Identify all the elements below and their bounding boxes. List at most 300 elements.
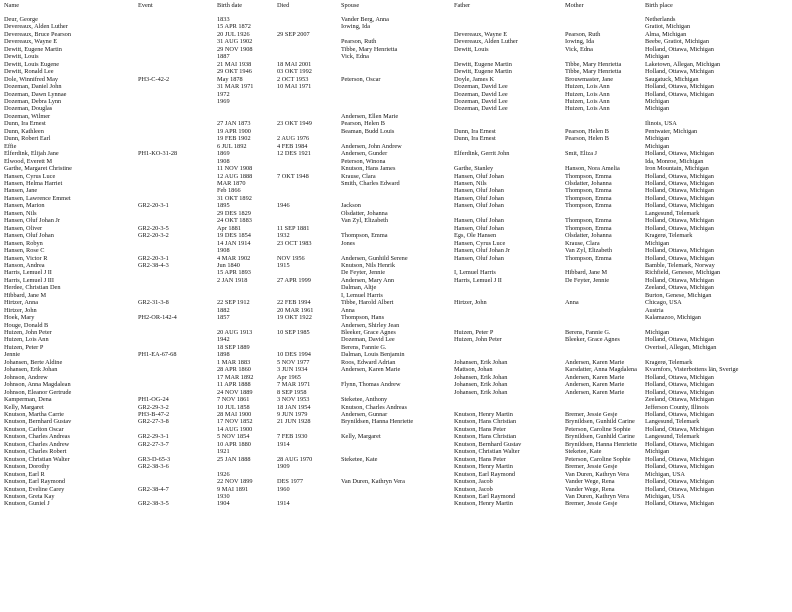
- father-cell: Elferdink, Gerrit John: [454, 150, 510, 158]
- mother-cell: Thompson, Emma: [565, 224, 612, 232]
- spouse-cell: Peterson, Winona: [341, 157, 386, 165]
- father-cell: Knutson, Jacob: [454, 478, 493, 486]
- died-cell: 18 MAI 2001: [277, 60, 312, 68]
- table-row: [4, 344, 790, 351]
- spouse-cell: Knutson, Charles Andreas: [341, 403, 407, 411]
- birth-date-cell: 1942: [217, 336, 230, 344]
- birth-date-cell: 22 SEP 1912: [217, 299, 250, 307]
- father-cell: [454, 210, 565, 217]
- died-cell: 20 MAR 1961: [277, 306, 314, 314]
- birth-place-cell: Holland, Ottawa, Michigan: [645, 485, 714, 493]
- father-cell: Dozeman, David Lee: [454, 97, 508, 105]
- birth-place-cell: Holland, Ottawa, Michigan: [645, 388, 714, 396]
- name-cell: Kamperman, Dena: [4, 396, 52, 404]
- birth-place-cell: Kalamazoo, Michigan: [645, 314, 701, 322]
- died-cell: 21 JUN 1928: [277, 418, 311, 426]
- spouse-cell: Thompson, Emma: [341, 232, 388, 240]
- birth-place-cell: Holland, Ottawa, Michigan: [645, 276, 714, 284]
- spouse-cell: Vick, Edna: [341, 53, 369, 61]
- birth-place-cell: Holland, Ottawa, Michigan: [645, 45, 714, 53]
- birth-place-cell: Langesund, Telemark: [645, 209, 700, 217]
- birth-date-cell: [217, 292, 277, 299]
- mother-cell: Tibbe, Mary Henrietta: [565, 60, 622, 68]
- died-cell: DES 1977: [277, 478, 304, 486]
- father-cell: Hansen, Cyrus Luce: [454, 239, 506, 247]
- name-cell: Dozeman, Wilmer: [4, 112, 51, 120]
- father-cell: Hansen, Oluf Johan: [454, 217, 504, 225]
- table-row: [4, 158, 790, 165]
- event-cell: [138, 195, 217, 202]
- mother-cell: [565, 404, 645, 411]
- mother-cell: Peterson, Caroline Sophie: [565, 455, 631, 463]
- mother-cell: [565, 284, 645, 291]
- name-cell: Kelly, Margaret: [4, 403, 44, 411]
- mother-cell: [565, 351, 645, 358]
- mother-cell: [565, 120, 645, 127]
- mother-cell: Huizen, Lois Ann: [565, 83, 610, 91]
- birth-place-cell: Holland, Ottawa, Michigan: [645, 425, 714, 433]
- father-cell: [454, 284, 565, 291]
- died-cell: 12 DES 1921: [277, 150, 311, 158]
- table-row: [4, 411, 790, 418]
- birth-place-cell: Holland, Ottawa, Michigan: [645, 478, 714, 486]
- died-cell: 1960: [277, 485, 290, 493]
- birth-date-cell: 6 JUL 1892: [217, 142, 247, 150]
- father-cell: Hansen, Oluf Johan: [454, 172, 504, 180]
- birth-place-cell: Holland, Ottawa, Michigan: [645, 455, 714, 463]
- table-row: [4, 389, 790, 396]
- event-cell: [138, 336, 217, 343]
- birth-date-cell: 1904: [217, 500, 230, 508]
- birth-place-cell: Holland, Ottawa, Michigan: [645, 179, 714, 187]
- birth-place-cell: Holland, Ottawa, Michigan: [645, 336, 714, 344]
- spouse-cell: [341, 83, 454, 90]
- father-cell: Hansen, Oluf Johan: [454, 202, 504, 210]
- died-cell: 2 AUG 1976: [277, 135, 310, 143]
- name-cell: Johansen, Berte Aldine: [4, 358, 63, 366]
- father-cell: Knutson, Henry Martin: [454, 411, 513, 419]
- name-cell: Knutson, Martha Carrie: [4, 411, 64, 419]
- birth-place-cell: Michigan: [645, 448, 670, 456]
- father-cell: [454, 16, 565, 23]
- father-cell: [454, 113, 565, 120]
- table-row: [4, 307, 790, 314]
- table-row: [4, 463, 790, 470]
- died-cell: NOV 1956: [277, 254, 305, 262]
- birth-date-cell: 11 NOV 1908: [217, 165, 253, 173]
- event-cell: GR2-20-3-2: [138, 232, 169, 240]
- birth-place-cell: Holland, Ottawa, Michigan: [645, 202, 714, 210]
- mother-cell: Bremer, Jessie Gesje: [565, 411, 618, 419]
- event-cell: [138, 322, 217, 329]
- event-cell: [138, 173, 217, 180]
- table-row: [4, 433, 790, 440]
- spouse-cell: Flynn, Thomas Andrew: [341, 381, 401, 389]
- spouse-cell: Beaman, Budd Louis: [341, 127, 395, 135]
- father-cell: Knutson, Hans Peter: [454, 425, 506, 433]
- birth-date-cell: 28 APR 1860: [217, 366, 251, 374]
- birth-place-cell: Michigan, USA: [645, 470, 685, 478]
- table-row: [4, 113, 790, 120]
- birth-place-cell: Holland, Ottawa, Michigan: [645, 254, 714, 262]
- died-cell: [277, 16, 341, 23]
- mother-cell: [565, 143, 645, 150]
- died-cell: 3 NOV 1953: [277, 396, 310, 404]
- mother-cell: Vick, Edna: [565, 45, 593, 53]
- name-cell: Elferdink, Elijah Jane: [4, 150, 59, 158]
- birth-date-cell: 22 NOV 1899: [217, 478, 253, 486]
- mother-cell: Hanson, Nora Amelia: [565, 165, 620, 173]
- table-row: [4, 366, 790, 373]
- father-cell: Knutson, Christian Walter: [454, 448, 520, 456]
- birth-date-cell: 29 NOV 1908: [217, 45, 253, 53]
- mother-cell: Krause, Clara: [565, 239, 600, 247]
- died-cell: [277, 269, 341, 276]
- died-cell: [277, 210, 341, 217]
- father-cell: Doyle, James K: [454, 75, 495, 83]
- table-row: [4, 16, 790, 23]
- name-cell: Knutson, Eveline Carey: [4, 485, 65, 493]
- spouse-cell: Andersen, Ellen Marie: [341, 112, 399, 120]
- birth-place-cell: Alma, Michigan: [645, 30, 687, 38]
- died-cell: [277, 180, 341, 187]
- spouse-cell: Anna: [341, 306, 355, 314]
- event-cell: [138, 113, 217, 120]
- event-cell: [138, 374, 217, 381]
- event-cell: [138, 292, 217, 299]
- birth-place-cell: Holland, Ottawa, Michigan: [645, 381, 714, 389]
- birth-place-cell: Laketown, Allegan, Michigan: [645, 60, 721, 68]
- birth-date-cell: MAR 1870: [217, 179, 246, 187]
- birth-date-cell: 19 APR 1900: [217, 127, 251, 135]
- birth-place-cell: Holland, Ottawa, Michigan: [645, 150, 714, 158]
- birth-place-cell: Burton, Genese, Michigan: [645, 291, 712, 299]
- table-row: [4, 187, 790, 194]
- genealogy-table: [4, 2, 790, 508]
- table-row: [4, 486, 790, 493]
- died-cell: [277, 344, 341, 351]
- spouse-cell: Andersen, Gunder: [341, 150, 388, 158]
- father-cell: [454, 262, 565, 269]
- event-cell: [138, 240, 217, 247]
- mother-cell: Andersen, Karen Marie: [565, 381, 625, 389]
- event-cell: [138, 426, 217, 433]
- father-cell: [454, 143, 565, 150]
- mother-cell: Thompson, Emma: [565, 194, 612, 202]
- spouse-cell: [341, 486, 454, 493]
- table-row: [4, 53, 790, 60]
- father-cell: Huizen, Peter P: [454, 329, 494, 337]
- birth-date-cell: 1887: [217, 53, 230, 61]
- birth-place-cell: Holland, Ottawa, Michigan: [645, 247, 714, 255]
- birth-date-cell: Apr 1881: [217, 224, 241, 232]
- name-cell: Hirtzer, Anna: [4, 299, 39, 307]
- mother-cell: Hibbard, Jane M: [565, 269, 608, 277]
- died-cell: [277, 493, 341, 500]
- father-cell: [454, 120, 565, 127]
- name-cell: Dewitt, Louis Eugene: [4, 60, 60, 68]
- name-cell: Johansen, Erik Johan: [4, 366, 58, 374]
- mother-cell: Brynildsen, Gunhild Carine: [565, 418, 635, 426]
- father-cell: [454, 344, 565, 351]
- father-cell: Knutson, Jacob: [454, 485, 493, 493]
- died-cell: 1909: [277, 463, 290, 471]
- event-cell: GR2-29-3-1: [138, 433, 169, 441]
- birth-date-cell: 25 JAN 1888: [217, 455, 251, 463]
- birth-place-cell: Chicago, USA: [645, 299, 682, 307]
- father-cell: Dozeman, David Lee: [454, 83, 508, 91]
- column-header-birth-date: Birth date: [217, 2, 243, 9]
- died-cell: [277, 284, 341, 291]
- name-cell: Devereaux, Wayne E: [4, 38, 58, 46]
- died-cell: [277, 217, 341, 224]
- died-cell: 1914: [277, 500, 290, 508]
- table-row: [4, 202, 790, 209]
- spouse-cell: Kelly, Margaret: [341, 433, 381, 441]
- birth-date-cell: [217, 322, 277, 329]
- died-cell: [277, 98, 341, 105]
- spouse-cell: Van Zyl, Elizabeth: [341, 217, 389, 225]
- birth-date-cell: 1882: [217, 306, 230, 314]
- father-cell: Devereaux, Wayne E: [454, 30, 508, 38]
- birth-place-cell: Michigan: [645, 135, 670, 143]
- died-cell: 4 FEB 1984: [277, 142, 308, 150]
- spouse-cell: Pearson, Ruth: [341, 38, 377, 46]
- spouse-cell: [341, 463, 454, 470]
- birth-place-cell: Holland, Ottawa, Michigan: [645, 187, 714, 195]
- father-cell: Knutson, Hans Christian: [454, 418, 517, 426]
- birth-place-cell: Netherlands: [645, 16, 676, 23]
- spouse-cell: Andersen, Shirley Jean: [341, 321, 400, 329]
- table-row: [4, 180, 790, 187]
- spouse-cell: [341, 493, 454, 500]
- table-row: [4, 277, 790, 284]
- died-cell: 10 DES 1994: [277, 351, 311, 359]
- name-cell: Dozeman, Dawn Lynnae: [4, 90, 67, 98]
- died-cell: [277, 187, 341, 194]
- event-cell: PH3-C-42-2: [138, 75, 170, 83]
- father-cell: Hansen, Oluf Johan: [454, 224, 504, 232]
- name-cell: Hoek, Mary: [4, 314, 35, 322]
- birth-date-cell: 29 DES 1829: [217, 209, 251, 217]
- table-row: [4, 38, 790, 45]
- mother-cell: Anna: [565, 299, 579, 307]
- column-header-event: Event: [138, 2, 153, 9]
- spouse-cell: [341, 61, 454, 68]
- mother-cell: Vander Wege, Rena: [565, 485, 615, 493]
- event-cell: GR2-20-3-1: [138, 254, 169, 262]
- died-cell: [277, 46, 341, 53]
- spouse-cell: Roos, Edward Adrian: [341, 358, 396, 366]
- event-cell: [138, 277, 217, 284]
- died-cell: 2 OCT 1953: [277, 75, 309, 83]
- birth-place-cell: Langesund, Telemark: [645, 433, 700, 441]
- died-cell: [277, 247, 341, 254]
- table-row: [4, 46, 790, 53]
- birth-place-cell: Holland, Ottawa, Michigan: [645, 440, 714, 448]
- died-cell: [277, 195, 341, 202]
- birth-date-cell: [217, 113, 277, 120]
- father-cell: [454, 314, 565, 321]
- died-cell: 27 APR 1999: [277, 276, 311, 284]
- name-cell: Knutson, Guniel J: [4, 500, 50, 508]
- birth-date-cell: 24 OKT 1883: [217, 217, 252, 225]
- birth-place-cell: Overisel, Allegan, Michigan: [645, 343, 717, 351]
- birth-date-cell: 31 MAR 1971: [217, 83, 254, 91]
- died-cell: 22 FEB 1994: [277, 299, 311, 307]
- died-cell: 11 SEP 1881: [277, 224, 310, 232]
- mother-cell: Van Duren, Kathryn Vera: [565, 470, 629, 478]
- name-cell: Hansen, Nils: [4, 209, 37, 217]
- table-row: [4, 76, 790, 83]
- mother-cell: Tibbe, Mary Henrietta: [565, 68, 622, 76]
- birth-place-cell: Pentwater, Michigan: [645, 127, 698, 135]
- birth-place-cell: Michigan: [645, 142, 670, 150]
- spouse-cell: [341, 247, 454, 254]
- father-cell: [454, 322, 565, 329]
- event-cell: [138, 180, 217, 187]
- mother-cell: [565, 53, 645, 60]
- spouse-cell: [341, 135, 454, 142]
- table-row: [4, 292, 790, 299]
- birth-date-cell: 27 JAN 1873: [217, 120, 251, 128]
- spouse-cell: [341, 68, 454, 75]
- father-cell: Dunn, Ira Ernest: [454, 135, 496, 143]
- birth-date-cell: 1930: [217, 493, 230, 500]
- table-row: [4, 98, 790, 105]
- birth-date-cell: 21 MAI 1938: [217, 60, 252, 68]
- father-cell: Harris, Lemuel J II: [454, 276, 502, 284]
- event-cell: [138, 329, 217, 336]
- table-row: [4, 240, 790, 247]
- died-cell: 23 OKT 1949: [277, 120, 312, 128]
- spouse-cell: [341, 441, 454, 448]
- spouse-cell: [341, 98, 454, 105]
- name-cell: Knutson, Dorothy: [4, 463, 50, 471]
- table-header: [4, 2, 790, 16]
- name-cell: Hirtzer, John: [4, 306, 37, 314]
- name-cell: Huizen, John Peter: [4, 329, 52, 337]
- name-cell: Dozeman, Debra Lynn: [4, 97, 62, 105]
- mother-cell: Huizen, Lois Ann: [565, 97, 610, 105]
- name-cell: Hibbard, Jane M: [4, 291, 47, 299]
- father-cell: Knutson, Hans Peter: [454, 455, 506, 463]
- father-cell: [454, 292, 565, 299]
- event-cell: GR2-20-3-5: [138, 224, 169, 232]
- spouse-cell: Jones: [341, 239, 355, 247]
- name-cell: Devereaux, Bruce Pearson: [4, 30, 71, 38]
- event-cell: [138, 217, 217, 224]
- birth-place-cell: Holland, Ottawa, Michigan: [645, 500, 714, 508]
- birth-date-cell: 1921: [217, 448, 230, 456]
- spouse-cell: Knutson, Hans James: [341, 165, 396, 173]
- table-row: [4, 247, 790, 254]
- birth-place-cell: Michigan: [645, 239, 670, 247]
- mother-cell: De Feyter, Jennie: [565, 276, 609, 284]
- birth-date-cell: 1 MAR 1883: [217, 358, 251, 366]
- event-cell: PH1-EA-67-68: [138, 351, 177, 359]
- mother-cell: Pearson, Ruth: [565, 30, 601, 38]
- birth-place-cell: Holland, Ottawa, Michigan: [645, 194, 714, 202]
- spouse-cell: [341, 426, 454, 433]
- name-cell: Dewitt, Ronald Lee: [4, 68, 54, 76]
- died-cell: 8 SEP 1958: [277, 388, 307, 396]
- mother-cell: [565, 262, 645, 269]
- mother-cell: [565, 322, 645, 329]
- died-cell: [277, 322, 341, 329]
- table-row: [4, 322, 790, 329]
- name-cell: Houge, Donald B: [4, 321, 49, 329]
- table-row: [4, 83, 790, 90]
- name-cell: Dunn, Kathleen: [4, 127, 44, 135]
- died-cell: 18 JAN 1954: [277, 403, 311, 411]
- spouse-cell: Andersen, John Andrew: [341, 142, 402, 150]
- spouse-cell: Berens, Fannie G.: [341, 343, 387, 351]
- mother-cell: Thompson, Emma: [565, 254, 612, 262]
- birth-place-cell: Holland, Ottawa, Michigan: [645, 68, 714, 76]
- father-cell: Dozeman, David Lee: [454, 90, 508, 98]
- event-cell: [138, 307, 217, 314]
- birth-place-cell: Kragerø, Telemark: [645, 358, 693, 366]
- died-cell: [277, 91, 341, 98]
- spouse-cell: [341, 389, 454, 396]
- column-header-name: Name: [4, 2, 20, 9]
- mother-cell: Van Zyl, Elizabeth: [565, 247, 613, 255]
- spouse-cell: [341, 374, 454, 381]
- birth-date-cell: 4 MAR 1902: [217, 254, 251, 262]
- name-cell: Devereaux, Alden Luther: [4, 23, 68, 31]
- birth-date-cell: 10 JUL 1858: [217, 403, 250, 411]
- died-cell: 23 OCT 1983: [277, 239, 312, 247]
- mother-cell: Karsdatter, Anna Magdalena: [565, 366, 637, 374]
- father-cell: Knutson, Henry Martin: [454, 500, 513, 508]
- spouse-cell: Iowing, Ida: [341, 23, 371, 31]
- birth-date-cell: [217, 463, 277, 470]
- table-row: [4, 143, 790, 150]
- event-cell: [138, 68, 217, 75]
- spouse-cell: [341, 105, 454, 112]
- spouse-cell: I, Lemuel Harris: [341, 291, 383, 299]
- table-row: [4, 500, 790, 507]
- event-cell: [138, 91, 217, 98]
- spouse-cell: Van Duren, Kathryn Vera: [341, 478, 405, 486]
- father-cell: [454, 396, 565, 403]
- event-cell: [138, 269, 217, 276]
- died-cell: [277, 38, 341, 45]
- birth-date-cell: 14 AUG 1900: [217, 425, 253, 433]
- name-cell: Effie: [4, 142, 17, 150]
- spouse-cell: [341, 31, 454, 38]
- mother-cell: Huizen, Lois Ann: [565, 105, 610, 113]
- event-cell: [138, 381, 217, 388]
- table-row: [4, 404, 790, 411]
- died-cell: 1914: [277, 440, 290, 448]
- mother-cell: Berens, Fannie G.: [565, 329, 611, 337]
- table-row: [4, 471, 790, 478]
- event-cell: GR2-20-3-1: [138, 202, 169, 210]
- event-cell: PH1-OG-24: [138, 396, 169, 404]
- mother-cell: Peterson, Caroline Sophie: [565, 425, 631, 433]
- spouse-cell: Smith, Charles Edward: [341, 179, 400, 187]
- table-row: [4, 173, 790, 180]
- table-row: [4, 217, 790, 224]
- birth-place-cell: [645, 322, 790, 329]
- mother-cell: Thompson, Emma: [565, 187, 612, 195]
- birth-date-cell: 9 MAI 1891: [217, 485, 249, 493]
- father-cell: Dewitt, Eugene Martin: [454, 68, 512, 76]
- father-cell: Knutson, Earl Raymond: [454, 493, 516, 500]
- event-cell: [138, 284, 217, 291]
